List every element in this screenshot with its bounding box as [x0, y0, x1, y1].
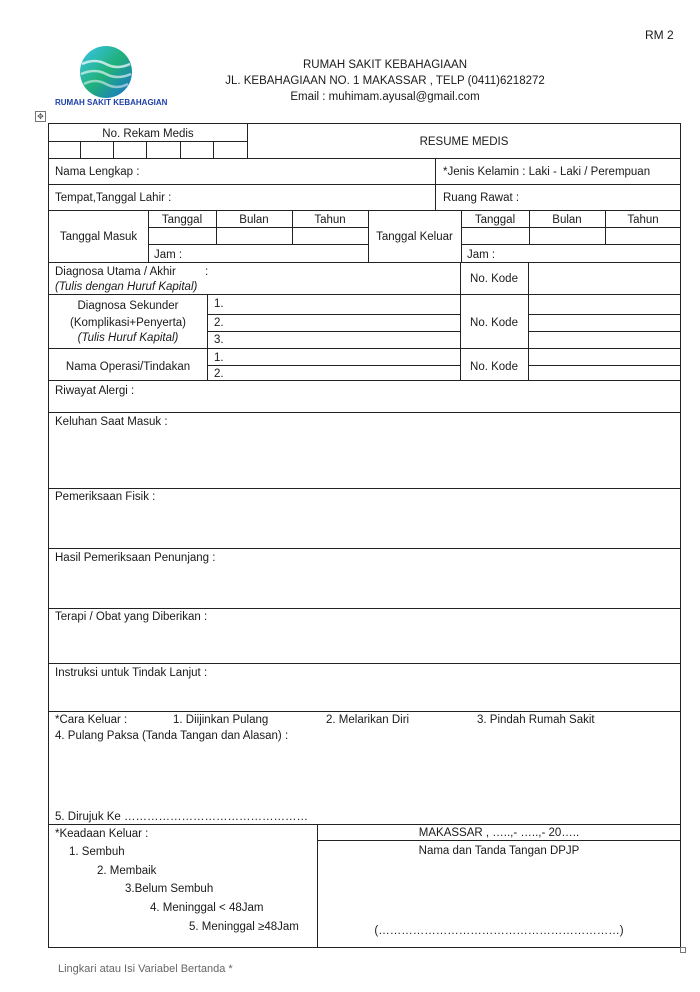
keluar-jam-label: Jam : — [467, 249, 496, 261]
hospital-address: JL. KEBAHAGIAAN NO. 1 MAKASSAR , TELP (0411)6218272 — [225, 75, 545, 87]
resume-medis-form — [48, 123, 681, 948]
diagnosa-sekunder-1: 1. — [214, 298, 224, 310]
keluhan-masuk-label: Keluhan Saat Masuk : — [55, 416, 168, 428]
tanggal-masuk-label: Tanggal Masuk — [59, 231, 138, 243]
hospital-name: RUMAH SAKIT KEBAHAGIAAN — [302, 59, 468, 71]
globe-logo-icon — [55, 44, 159, 100]
ruang-rawat-label: Ruang Rawat : — [443, 192, 520, 204]
keluar-tahun-header: Tahun — [627, 214, 659, 226]
keadaan-option-4: 4. Meninggal < 48Jam — [150, 902, 264, 914]
keadaan-keluar-label: *Keadaan Keluar : — [55, 828, 149, 840]
masuk-tanggal-header: Tanggal — [161, 214, 203, 226]
jenis-kelamin-label: *Jenis Kelamin : Laki - Laki / Perempuan — [443, 166, 651, 178]
cara-keluar-option-5: 5. Dirujuk Ke ………………………………………… — [55, 811, 309, 823]
keadaan-option-1: 1. Sembuh — [69, 846, 125, 858]
diagnosa-utama-label: Diagnosa Utama / Akhir — [55, 266, 176, 278]
operasi-1: 1. — [214, 352, 224, 364]
ttd-dpjp-line: (………………………………………………………) — [374, 925, 624, 937]
keluar-tanggal-header: Tanggal — [474, 214, 516, 226]
hospital-email: Email : muhimam.ayusal@gmail.com — [290, 91, 480, 103]
nama-operasi-label: Nama Operasi/Tindakan — [65, 361, 191, 373]
tanggal-keluar-label: Tanggal Keluar — [376, 231, 453, 243]
cara-keluar-option-1: 1. Diijinkan Pulang — [173, 714, 269, 726]
diagnosa-sekunder-note: (Tulis Huruf Kapital) — [77, 332, 179, 344]
cara-keluar-option-4: 4. Pulang Paksa (Tanda Tangan dan Alasan) : — [55, 730, 289, 742]
diagnosa-sekunder-label: Diagnosa Sekunder — [77, 300, 179, 312]
pemeriksaan-penunjang-label: Hasil Pemeriksaan Penunjang : — [55, 552, 216, 564]
diagnosa-sekunder-2: 2. — [214, 317, 224, 329]
instruksi-tindak-lanjut-label: Instruksi untuk Tindak Lanjut : — [55, 667, 208, 679]
footer-note: Lingkari atau Isi Variabel Bertanda * — [58, 963, 233, 975]
hospital-logo — [55, 44, 168, 110]
keadaan-option-3: 3.Belum Sembuh — [125, 883, 214, 895]
nama-lengkap-label: Nama Lengkap : — [55, 166, 140, 178]
operasi-kode-label: No. Kode — [470, 361, 518, 373]
diagnosa-sekunder-kode-label: No. Kode — [470, 317, 518, 329]
ttd-dpjp-label: Nama dan Tanda Tangan DPJP — [418, 845, 580, 857]
riwayat-alergi-label: Riwayat Alergi : — [55, 385, 135, 397]
diagnosa-sekunder-sub: (Komplikasi+Penyerta) — [69, 317, 186, 329]
cara-keluar-option-3: 3. Pindah Rumah Sakit — [477, 714, 595, 726]
table-move-handle-icon[interactable]: ✥ — [35, 111, 46, 122]
terapi-obat-label: Terapi / Obat yang Diberikan : — [55, 611, 208, 623]
tempat-tanggal-lahir-label: Tempat,Tanggal Lahir : — [55, 192, 172, 204]
masuk-bulan-header: Bulan — [239, 214, 269, 226]
diagnosa-utama-kode-label: No. Kode — [470, 273, 518, 285]
tempat-tanggal-ttd: MAKASSAR , …..,- …..,- 20….. — [418, 827, 580, 839]
no-rekam-medis-label: No. Rekam Medis — [102, 128, 194, 140]
logo-text: RUMAH SAKIT KEBAHAGIAN — [55, 98, 168, 107]
form-title: RESUME MEDIS — [419, 136, 509, 148]
operasi-2: 2. — [214, 368, 224, 380]
masuk-tahun-header: Tahun — [314, 214, 346, 226]
cara-keluar-option-2: 2. Melarikan Diri — [326, 714, 410, 726]
keadaan-option-5: 5. Meninggal ≥48Jam — [189, 921, 299, 933]
diagnosa-sekunder-3: 3. — [214, 334, 224, 346]
masuk-jam-label: Jam : — [154, 249, 183, 261]
keluar-bulan-header: Bulan — [552, 214, 582, 226]
diagnosa-utama-note: (Tulis dengan Huruf Kapital) — [55, 281, 198, 293]
table-resize-handle-icon[interactable] — [680, 947, 686, 953]
diagnosa-utama-colon: : — [205, 266, 209, 278]
cara-keluar-label: *Cara Keluar : — [55, 714, 128, 726]
keadaan-option-2: 2. Membaik — [97, 865, 157, 877]
pemeriksaan-fisik-label: Pemeriksaan Fisik : — [55, 491, 156, 503]
document-code: RM 2 — [645, 28, 674, 42]
